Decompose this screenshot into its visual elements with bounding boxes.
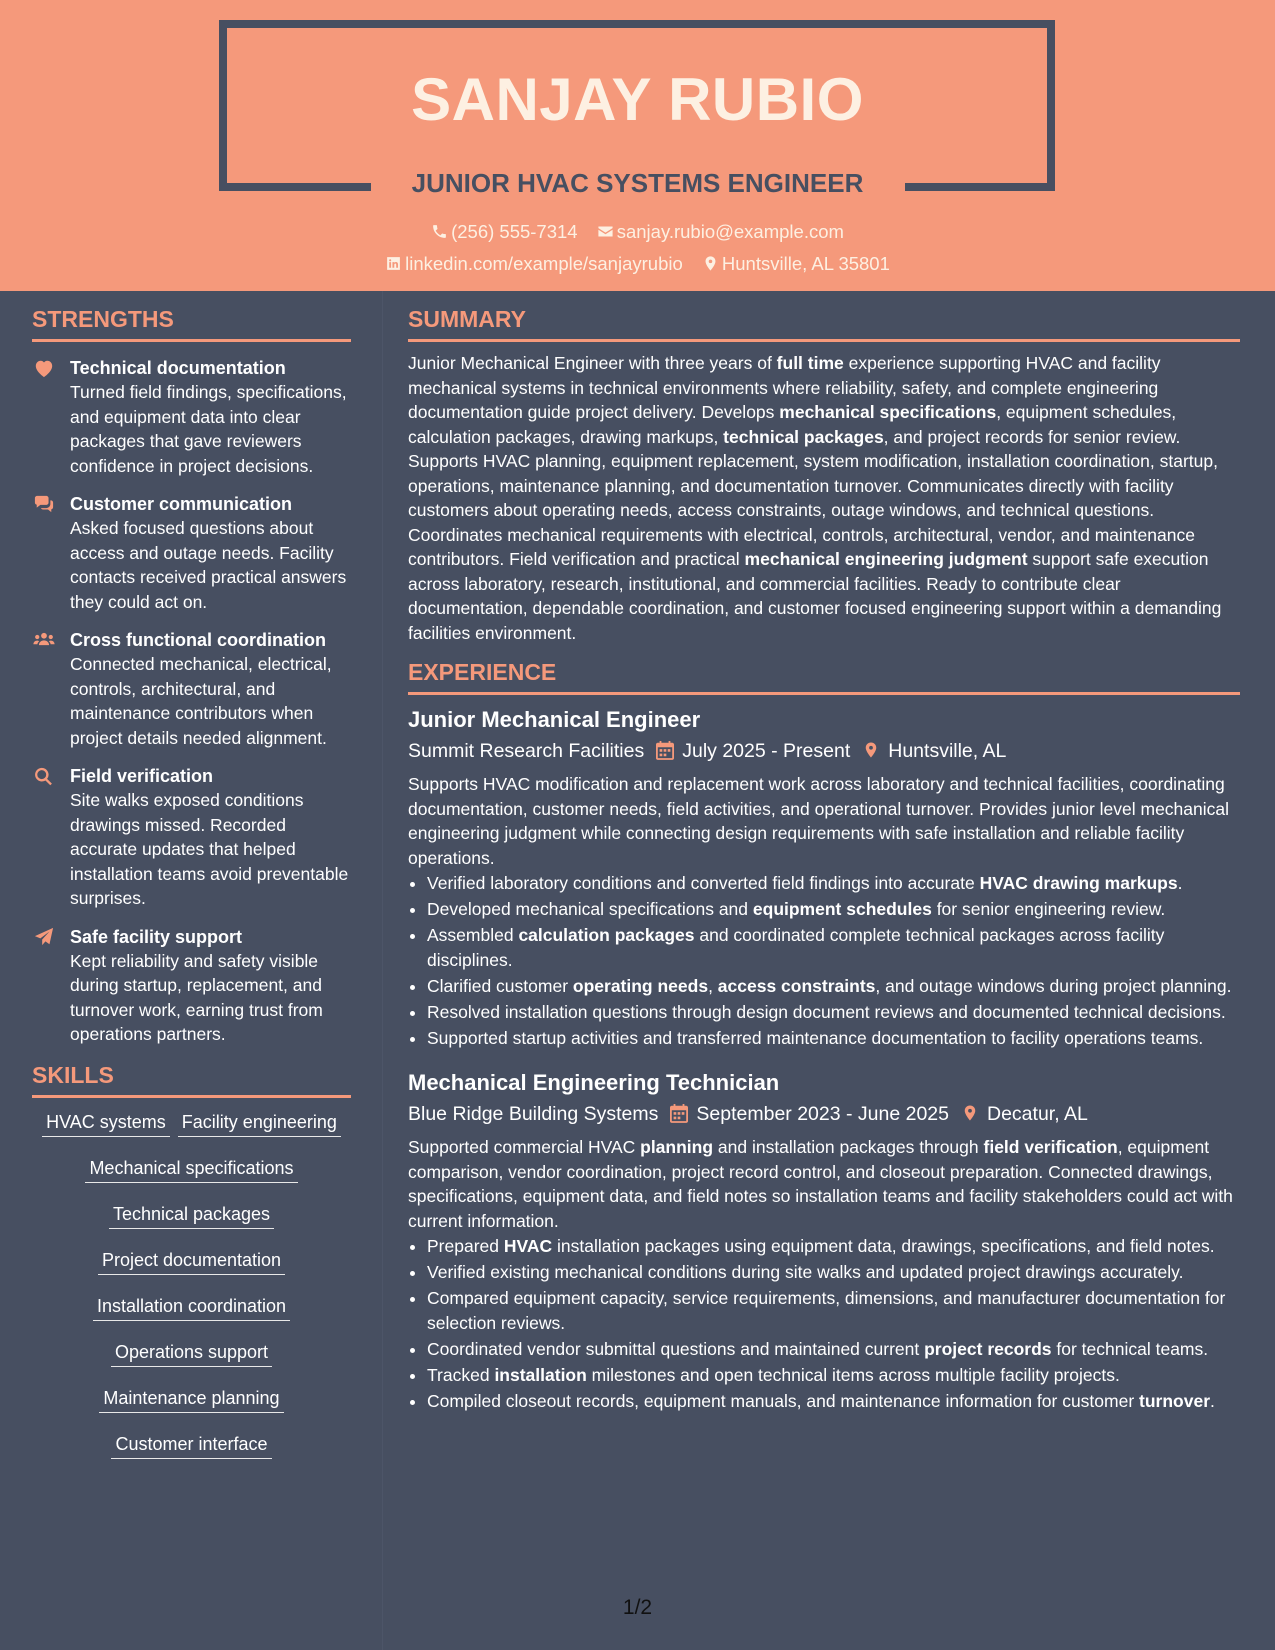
skill-tag: Project documentation (98, 1248, 285, 1275)
phone-text: (256) 555-7314 (451, 221, 578, 242)
strength-title: Cross functional coordination (70, 630, 327, 650)
strength-item (32, 492, 351, 614)
strength-item (32, 356, 351, 478)
search-icon (33, 766, 55, 786)
skills-section (32, 1061, 351, 1459)
map-pin-icon (961, 1103, 979, 1123)
skill-tag: Installation coordination (93, 1294, 290, 1321)
contact-row (0, 220, 1275, 244)
strength-title: Customer communication (70, 494, 293, 514)
section-rule (32, 339, 351, 342)
summary-heading: SUMMARY (408, 306, 526, 332)
skill-tag: Technical packages (109, 1202, 274, 1229)
page-number: 1/2 (622, 1596, 653, 1619)
job-entry (408, 705, 1240, 1050)
location-contact (702, 252, 890, 276)
candidate-name: SANJAY RUBIO (411, 66, 864, 133)
strength-description: Asked focused questions about access and outage needs. Facility contacts received practical answers they could act on. (70, 518, 347, 612)
strength-description: Connected mechanical, electrical, controls, architectural, and maintenance contributors when project details needed alignment. (70, 654, 332, 748)
comments-icon (33, 494, 55, 514)
header-frame (219, 20, 1055, 28)
phone-icon (431, 223, 448, 240)
experience-section (408, 658, 1240, 1413)
job-bullet: • Compiled closeout records, equipment manuals, and maintenance information for customer turnover. (427, 1389, 1240, 1414)
job-bullet: • Supported startup activities and transferred maintenance documentation to facility operations teams. (427, 1026, 1240, 1051)
skill-tag: Operations support (111, 1340, 272, 1367)
job-description: Supports HVAC modification and replacement work across laboratory and technical facilities, coordinating documentation, customer needs, field activities, and operational turnover. Provides junior level mechanical engineering judgment while connecting design requirements with safe installation and reliable facility operations. (408, 774, 1230, 868)
summary-section (408, 305, 1240, 645)
skills-heading: SKILLS (32, 1061, 114, 1088)
map-pin-icon (702, 255, 719, 272)
strength-title: Field verification (70, 766, 214, 786)
map-pin-icon (862, 740, 880, 760)
linkedin-icon (385, 255, 402, 272)
skill-tag: Maintenance planning (99, 1386, 283, 1413)
strength-description: Site walks exposed conditions drawings missed. Recorded accurate updates that helped installation teams avoid preventable surprises. (70, 790, 349, 908)
job-meta (408, 736, 1240, 766)
job-bullet: • Prepared HVAC installation packages using equipment data, drawings, specifications, and field notes. (427, 1234, 1240, 1259)
job-bullet: • Verified laboratory conditions and converted field findings into accurate HVAC drawing markups. (427, 871, 1240, 896)
strength-item (32, 628, 351, 750)
job-bullet: • Verified existing mechanical conditions during site walks and updated project drawings accurately. (427, 1260, 1240, 1285)
job-description: Supported commercial HVAC planning and installation packages through field verification, equipment comparison, vendor coordination, project record control, and closeout preparation. Connected drawings, specifications, equipment data, and field notes so installation teams and facility stakeholders could act with current information. (408, 1137, 1233, 1231)
job-location: Decatur, AL (987, 1103, 1088, 1125)
calendar-icon (656, 740, 674, 760)
strength-title: Technical documentation (70, 358, 286, 378)
heart-icon (33, 358, 55, 378)
users-icon (33, 630, 55, 650)
summary-text: Junior Mechanical Engineer with three years of full time experience supporting HVAC and facility mechanical systems in technical environments where reliability, safety, and complete engineering documentation guide project delivery. Develops mechanical specifications, equipment schedules, calculation packages, drawing markups, technical packages, and project records for senior review. Supports HVAC planning, equipment replacement, system modification, installation coordination, startup, operations, maintenance planning, and documentation turnover. Communicates directly with facility customers about operating needs, access constraints, outage windows, and technical questions. Coordinates mechanical requirements with electrical, controls, architectural, vendor, and maintenance contributors. Field verification and practical mechanical engineering judgment support safe execution across laboratory, research, institutional, and commercial facilities. Ready to contribute clear documentation, dependable coordination, and customer focused engineering support within a demanding facilities environment. (408, 353, 1222, 643)
job-dates: July 2025 - Present (682, 740, 851, 762)
phone-contact[interactable] (431, 220, 578, 244)
skill-tag: HVAC systems (42, 1110, 170, 1137)
section-rule (408, 339, 1240, 342)
strengths-section (32, 305, 351, 1047)
job-bullet: • Developed mechanical specifications and equipment schedules for senior engineering review. (427, 897, 1240, 922)
linkedin-contact[interactable] (385, 252, 683, 276)
job-bullet: • Coordinated vendor submittal questions and maintained current project records for technical teams. (427, 1337, 1240, 1362)
email-contact[interactable] (597, 220, 844, 244)
job-bullet: • Tracked installation milestones and open technical items across multiple facility projects. (427, 1363, 1240, 1388)
section-rule (32, 1095, 351, 1098)
linkedin-text: linkedin.com/example/sanjayrubio (405, 253, 683, 274)
paper-plane-icon (33, 927, 55, 947)
strength-description: Turned field findings, specifications, and equipment data into clear packages that gave reviewers confidence in project decisions. (70, 382, 347, 476)
job-bullet: • Assembled calculation packages and coordinated complete technical packages across facility disciplines. (427, 923, 1240, 972)
candidate-title: JUNIOR HVAC SYSTEMS ENGINEER (411, 168, 864, 198)
strength-description: Kept reliability and safety visible during startup, replacement, and turnover work, earning trust from operations partners. (70, 950, 323, 1044)
main-content (408, 305, 1240, 1415)
calendar-icon (670, 1103, 688, 1123)
job-bullet: • Resolved installation questions through design document reviews and documented technical decisions. (427, 1000, 1240, 1025)
experience-heading: EXPERIENCE (408, 659, 557, 685)
strength-item (32, 925, 351, 1047)
job-entry (408, 1068, 1240, 1413)
email-text: sanjay.rubio@example.com (616, 221, 844, 242)
job-title: Mechanical Engineering Technician (408, 1070, 780, 1095)
job-location: Huntsville, AL (888, 740, 1007, 762)
skill-tag: Mechanical specifications (85, 1156, 297, 1183)
job-meta (408, 1099, 1240, 1129)
section-rule (408, 692, 1240, 695)
job-bullet: • Compared equipment capacity, service requirements, dimensions, and manufacturer documentation for selection reviews. (427, 1286, 1240, 1335)
strength-title: Safe facility support (70, 926, 243, 947)
strength-item (32, 764, 351, 911)
job-dates: September 2023 - June 2025 (696, 1103, 949, 1125)
location-text: Huntsville, AL 35801 (721, 253, 890, 274)
strengths-heading: STRENGTHS (32, 306, 174, 332)
contact-row (0, 252, 1275, 276)
job-company: Summit Research Facilities (408, 740, 645, 762)
sidebar (32, 305, 351, 1478)
job-company: Blue Ridge Building Systems (408, 1103, 659, 1125)
job-title: Junior Mechanical Engineer (408, 707, 701, 732)
resume-header (0, 0, 1275, 291)
envelope-icon (597, 223, 614, 240)
skill-tag: Customer interface (111, 1432, 271, 1459)
job-bullet: • Clarified customer operating needs, access constraints, and outage windows during project planning. (427, 974, 1240, 999)
column-divider (382, 291, 383, 1650)
skill-tag: Facility engineering (178, 1110, 341, 1137)
